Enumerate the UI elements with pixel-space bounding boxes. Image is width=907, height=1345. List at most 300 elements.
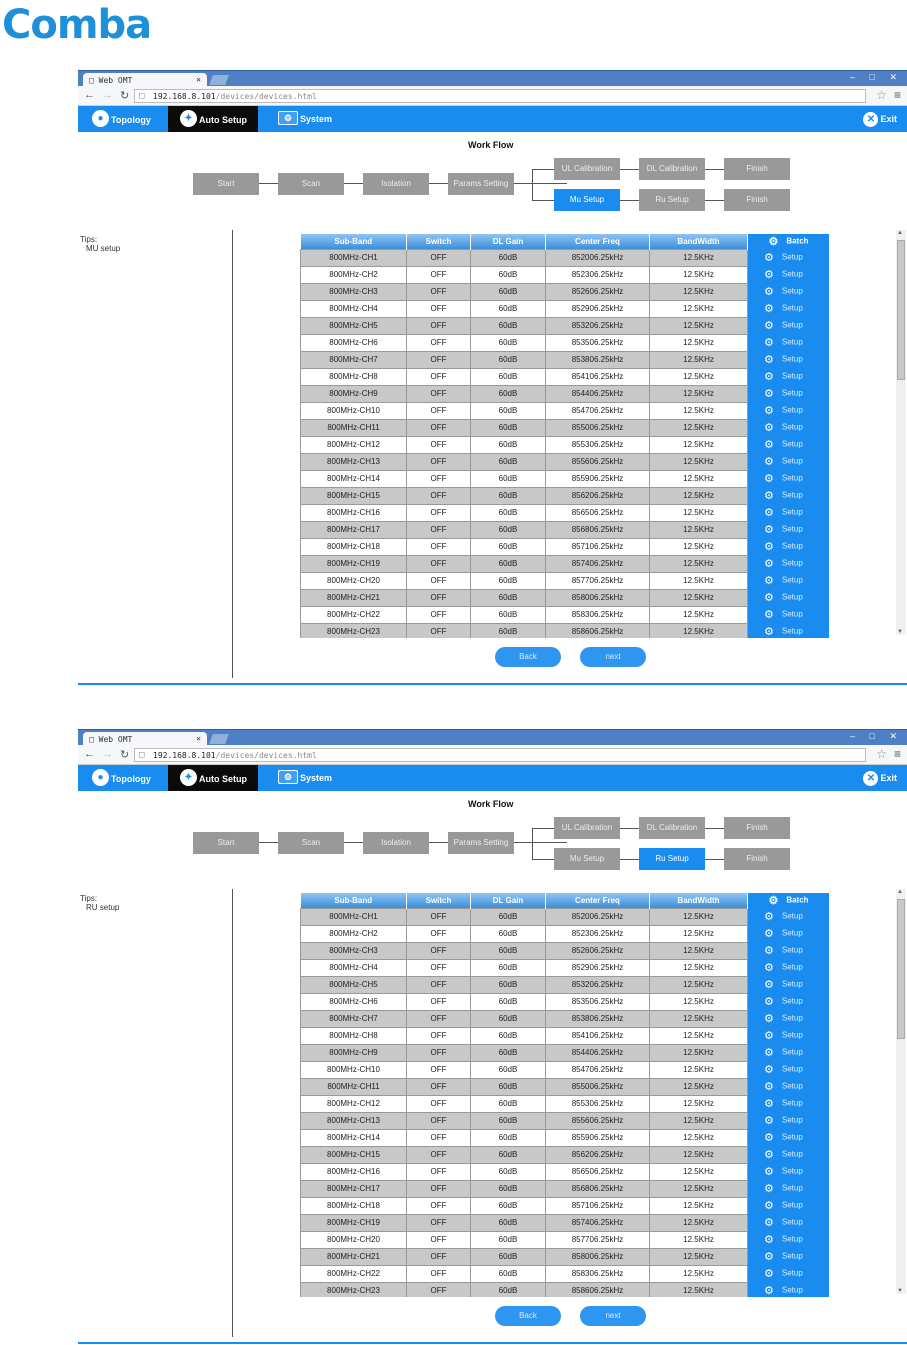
- tools-icon: ✦: [180, 769, 197, 786]
- setup-button[interactable]: [748, 351, 830, 368]
- forward-arrow-icon[interactable]: →: [102, 89, 113, 101]
- gear-icon: ⚙: [764, 928, 774, 940]
- workflow-step-isolation: Isolation: [363, 832, 429, 854]
- cell-sub-band: 800MHz-CH21: [301, 589, 407, 606]
- setup-button[interactable]: [748, 908, 830, 925]
- url-path: /devices/devices.html: [215, 751, 317, 760]
- new-tab-button[interactable]: [209, 734, 229, 744]
- window-controls[interactable]: – □ ✕: [850, 731, 903, 741]
- cell-center-freq: 856806.25kHz: [546, 1180, 650, 1197]
- cell-dl-gain: 60dB: [471, 249, 546, 266]
- workflow-step-ul-calibration: UL Calibration: [554, 817, 620, 839]
- browser-tab[interactable]: [83, 732, 207, 746]
- nav-auto-setup[interactable]: [168, 106, 258, 132]
- setup-label: Setup: [781, 1047, 803, 1057]
- gear-icon: ⚙: [764, 1115, 774, 1127]
- setup-button[interactable]: [748, 249, 830, 266]
- setup-label: Setup: [781, 507, 803, 517]
- page-icon: □: [139, 750, 145, 760]
- cell-bandwidth: 12.5KHz: [650, 487, 748, 504]
- cell-dl-gain: 60dB: [471, 1248, 546, 1265]
- setup-button[interactable]: [748, 1214, 830, 1231]
- tab-close-icon[interactable]: ✕: [196, 75, 201, 84]
- app-nav-bar: [78, 106, 907, 132]
- exit-button[interactable]: [863, 771, 897, 786]
- cell-bandwidth: 12.5KHz: [650, 1112, 748, 1129]
- table-row: [301, 1265, 830, 1282]
- setup-button[interactable]: [748, 1197, 830, 1214]
- gear-icon: ⚙: [764, 1183, 774, 1195]
- cell-center-freq: 853206.25kHz: [546, 317, 650, 334]
- setup-label: Setup: [781, 1166, 803, 1176]
- cell-switch: OFF: [407, 976, 471, 993]
- cell-center-freq: 855306.25kHz: [546, 436, 650, 453]
- gear-icon: ⚙: [764, 473, 774, 485]
- cell-sub-band: 800MHz-CH5: [301, 976, 407, 993]
- exit-label: Exit: [880, 772, 897, 783]
- setup-button[interactable]: [748, 402, 830, 419]
- cell-switch: OFF: [407, 504, 471, 521]
- gear-icon: ⚙: [764, 626, 774, 638]
- setup-button[interactable]: [748, 1078, 830, 1095]
- cell-switch: OFF: [407, 1265, 471, 1282]
- setup-button[interactable]: [748, 623, 830, 638]
- nav-topology-label: Topology: [111, 773, 151, 784]
- cell-sub-band: 800MHz-CH8: [301, 368, 407, 385]
- setup-label: Setup: [781, 371, 803, 381]
- setup-button[interactable]: [748, 1044, 830, 1061]
- scroll-down-arrow-icon[interactable]: ▼: [897, 1288, 903, 1294]
- cell-bandwidth: 12.5KHz: [650, 1265, 748, 1282]
- workflow-step-mu-setup: Mu Setup: [554, 848, 620, 870]
- gear-icon: ⚙: [764, 286, 774, 298]
- url-input[interactable]: [134, 89, 866, 103]
- workflow-step-dl-calibration: DL Calibration: [639, 817, 705, 839]
- gear-icon: ⚙: [764, 439, 774, 451]
- cell-center-freq: 853806.25kHz: [546, 351, 650, 368]
- table-row: [301, 470, 830, 487]
- new-tab-button[interactable]: [209, 75, 229, 85]
- tips-panel: [80, 235, 120, 253]
- cell-bandwidth: 12.5KHz: [650, 976, 748, 993]
- gear-icon: ⚙: [764, 320, 774, 332]
- cell-dl-gain: 60dB: [471, 1197, 546, 1214]
- workflow-step-scan: Scan: [278, 832, 344, 854]
- gear-icon: ⚙: [764, 388, 774, 400]
- workflow-step-start: Start: [193, 173, 259, 195]
- gear-icon: ⚙: [764, 1251, 774, 1263]
- table-row: [301, 334, 830, 351]
- cell-switch: OFF: [407, 1129, 471, 1146]
- cell-dl-gain: 60dB: [471, 1061, 546, 1078]
- tips-label: Tips:: [80, 894, 98, 903]
- nav-topology[interactable]: [92, 765, 162, 791]
- cell-dl-gain: 60dB: [471, 606, 546, 623]
- cell-center-freq: 853506.25kHz: [546, 334, 650, 351]
- workflow-step-scan: Scan: [278, 173, 344, 195]
- setup-button[interactable]: [748, 606, 830, 623]
- bottom-rule: [78, 683, 907, 685]
- browser-tab-strip: [78, 70, 907, 86]
- nav-auto-setup-label: Auto Setup: [199, 114, 247, 125]
- forward-arrow-icon[interactable]: →: [102, 748, 113, 760]
- gear-icon: ⚙: [764, 911, 774, 923]
- tab-close-icon[interactable]: ✕: [196, 734, 201, 743]
- cell-sub-band: 800MHz-CH22: [301, 1265, 407, 1282]
- table-row: [301, 1248, 830, 1265]
- app-nav-bar: [78, 765, 907, 791]
- setup-button[interactable]: [748, 942, 830, 959]
- cell-bandwidth: 12.5KHz: [650, 1095, 748, 1112]
- gear-icon: ⚙: [764, 354, 774, 366]
- cell-sub-band: 800MHz-CH3: [301, 283, 407, 300]
- table-row: [301, 1095, 830, 1112]
- cell-sub-band: 800MHz-CH1: [301, 908, 407, 925]
- setup-button[interactable]: [748, 1112, 830, 1129]
- cell-bandwidth: 12.5KHz: [650, 1214, 748, 1231]
- cell-sub-band: 800MHz-CH6: [301, 993, 407, 1010]
- cell-bandwidth: 12.5KHz: [650, 959, 748, 976]
- col-center-freq: Center Freq: [546, 234, 650, 249]
- cell-center-freq: 856506.25kHz: [546, 504, 650, 521]
- cell-sub-band: 800MHz-CH15: [301, 487, 407, 504]
- cell-sub-band: 800MHz-CH18: [301, 538, 407, 555]
- table-row: [301, 1214, 830, 1231]
- cell-switch: OFF: [407, 1248, 471, 1265]
- cell-bandwidth: 12.5KHz: [650, 925, 748, 942]
- scrollbar-thumb[interactable]: [897, 899, 905, 1039]
- cell-switch: OFF: [407, 487, 471, 504]
- setup-button[interactable]: [748, 487, 830, 504]
- back-arrow-icon[interactable]: ←: [84, 89, 95, 101]
- reload-icon[interactable]: ↻: [120, 90, 130, 102]
- setup-button[interactable]: [748, 925, 830, 942]
- page-icon: □: [139, 91, 145, 101]
- nav-system-label: System: [300, 114, 333, 124]
- setup-button[interactable]: [748, 1027, 830, 1044]
- setup-button[interactable]: [748, 993, 830, 1010]
- workflow-step-start: Start: [193, 832, 259, 854]
- url-path: /devices/devices.html: [215, 92, 317, 101]
- setup-label: Setup: [781, 1115, 803, 1125]
- workflow-step-mu-setup: Mu Setup: [554, 189, 620, 211]
- setup-button[interactable]: [748, 538, 830, 555]
- cell-center-freq: 855306.25kHz: [546, 1095, 650, 1112]
- table-row: [301, 1112, 830, 1129]
- cell-switch: OFF: [407, 1095, 471, 1112]
- table-row: [301, 487, 830, 504]
- cell-bandwidth: 12.5KHz: [650, 317, 748, 334]
- cell-bandwidth: 12.5KHz: [650, 385, 748, 402]
- gear-icon: ⚙: [764, 979, 774, 991]
- gear-icon: ⚙: [764, 1098, 774, 1110]
- cell-center-freq: 852606.25kHz: [546, 283, 650, 300]
- batch-button[interactable]: [748, 893, 830, 908]
- table-row: [301, 942, 830, 959]
- cell-switch: OFF: [407, 470, 471, 487]
- cell-sub-band: 800MHz-CH20: [301, 1231, 407, 1248]
- gear-icon: ⚙: [764, 405, 774, 417]
- scroll-up-arrow-icon[interactable]: ▲: [897, 889, 903, 895]
- browser-screenshot-1: [78, 70, 907, 686]
- cell-switch: OFF: [407, 317, 471, 334]
- gear-icon: ⚙: [764, 422, 774, 434]
- next-button[interactable]: next: [580, 647, 646, 667]
- cell-switch: OFF: [407, 606, 471, 623]
- cell-sub-band: 800MHz-CH16: [301, 1163, 407, 1180]
- cell-bandwidth: 12.5KHz: [650, 334, 748, 351]
- cell-sub-band: 800MHz-CH8: [301, 1027, 407, 1044]
- scroll-up-arrow-icon[interactable]: ▲: [897, 230, 903, 236]
- setup-label: Setup: [781, 388, 803, 398]
- reload-icon[interactable]: ↻: [120, 749, 130, 761]
- cell-bandwidth: 12.5KHz: [650, 283, 748, 300]
- gear-icon: ⚙: [764, 269, 774, 281]
- nav-auto-setup[interactable]: [168, 765, 258, 791]
- setup-button[interactable]: [748, 1129, 830, 1146]
- setup-button[interactable]: [748, 521, 830, 538]
- setup-button[interactable]: [748, 317, 830, 334]
- cell-bandwidth: 12.5KHz: [650, 555, 748, 572]
- scrollbar-thumb[interactable]: [897, 240, 905, 380]
- setup-button[interactable]: [748, 1180, 830, 1197]
- setup-button[interactable]: [748, 419, 830, 436]
- setup-label: Setup: [781, 354, 803, 364]
- cell-switch: OFF: [407, 589, 471, 606]
- workflow-step-dl-calibration: DL Calibration: [639, 158, 705, 180]
- setup-label: Setup: [781, 439, 803, 449]
- nav-topology[interactable]: [92, 106, 162, 132]
- comba-logo: Comba: [2, 2, 152, 48]
- browser-tab[interactable]: [83, 73, 207, 87]
- setup-button[interactable]: [748, 1010, 830, 1027]
- setup-button[interactable]: [748, 1231, 830, 1248]
- setup-button[interactable]: [748, 1061, 830, 1078]
- table-row: [301, 521, 830, 538]
- cell-center-freq: 855006.25kHz: [546, 419, 650, 436]
- cell-center-freq: 854106.25kHz: [546, 368, 650, 385]
- gear-icon: ⚙: [764, 575, 774, 587]
- cell-sub-band: 800MHz-CH2: [301, 925, 407, 942]
- setup-button[interactable]: [748, 368, 830, 385]
- cell-dl-gain: 60dB: [471, 623, 546, 638]
- setup-label: Setup: [781, 1285, 803, 1295]
- setup-label: Setup: [781, 962, 803, 972]
- cell-sub-band: 800MHz-CH10: [301, 402, 407, 419]
- setup-button[interactable]: [748, 1095, 830, 1112]
- setup-button[interactable]: [748, 283, 830, 300]
- cell-dl-gain: 60dB: [471, 453, 546, 470]
- batch-label: Batch: [786, 236, 809, 246]
- batch-button[interactable]: [748, 234, 830, 249]
- setup-label: Setup: [781, 524, 803, 534]
- setup-button[interactable]: [748, 1282, 830, 1297]
- cell-center-freq: 855606.25kHz: [546, 1112, 650, 1129]
- cell-bandwidth: 12.5KHz: [650, 908, 748, 925]
- cell-switch: OFF: [407, 555, 471, 572]
- bookmark-star-icon[interactable]: ☆: [876, 88, 887, 102]
- cell-center-freq: 857106.25kHz: [546, 1197, 650, 1214]
- cell-switch: OFF: [407, 300, 471, 317]
- workflow-step-ul-calibration: UL Calibration: [554, 158, 620, 180]
- cell-bandwidth: 12.5KHz: [650, 402, 748, 419]
- next-button[interactable]: next: [580, 1306, 646, 1326]
- cell-center-freq: 856206.25kHz: [546, 1146, 650, 1163]
- menu-icon[interactable]: ≡: [893, 88, 901, 102]
- cell-sub-band: 800MHz-CH9: [301, 1044, 407, 1061]
- setup-button[interactable]: [748, 300, 830, 317]
- back-arrow-icon[interactable]: ←: [84, 748, 95, 760]
- gear-icon: ⚙: [764, 1200, 774, 1212]
- cell-dl-gain: 60dB: [471, 385, 546, 402]
- cell-center-freq: 857706.25kHz: [546, 1231, 650, 1248]
- cell-switch: OFF: [407, 1197, 471, 1214]
- gear-icon: ⚙: [764, 1166, 774, 1178]
- cell-dl-gain: 60dB: [471, 959, 546, 976]
- address-bar: [78, 86, 907, 106]
- nav-system[interactable]: [278, 106, 358, 132]
- cell-center-freq: 857406.25kHz: [546, 555, 650, 572]
- workflow-step-finish-bottom: Finish: [724, 189, 790, 211]
- setup-label: Setup: [781, 1234, 803, 1244]
- table-row: [301, 436, 830, 453]
- cell-switch: OFF: [407, 419, 471, 436]
- menu-icon[interactable]: ≡: [893, 747, 901, 761]
- cell-sub-band: 800MHz-CH17: [301, 521, 407, 538]
- table-row: [301, 606, 830, 623]
- cell-center-freq: 854406.25kHz: [546, 385, 650, 402]
- window-controls[interactable]: – □ ✕: [850, 72, 903, 82]
- cell-dl-gain: 60dB: [471, 1095, 546, 1112]
- tips-label: Tips:: [80, 235, 98, 244]
- table-row: [301, 317, 830, 334]
- gear-icon: ⚙: [768, 894, 779, 907]
- cell-sub-band: 800MHz-CH5: [301, 317, 407, 334]
- workflow-step-finish-top: Finish: [724, 158, 790, 180]
- url-host: 192.168.8.101: [153, 751, 216, 760]
- table-row: [301, 1027, 830, 1044]
- cell-center-freq: 857406.25kHz: [546, 1214, 650, 1231]
- setup-button[interactable]: [748, 334, 830, 351]
- bookmark-star-icon[interactable]: ☆: [876, 747, 887, 761]
- table-row: [301, 266, 830, 283]
- cell-center-freq: 853506.25kHz: [546, 993, 650, 1010]
- table-row: [301, 419, 830, 436]
- table-scrollbar[interactable]: [896, 230, 906, 635]
- setup-button[interactable]: [748, 976, 830, 993]
- nav-system[interactable]: [278, 765, 358, 791]
- cell-center-freq: 854706.25kHz: [546, 402, 650, 419]
- table-row: [301, 1197, 830, 1214]
- cell-sub-band: 800MHz-CH16: [301, 504, 407, 521]
- cell-bandwidth: 12.5KHz: [650, 1044, 748, 1061]
- setup-label: Setup: [781, 320, 803, 330]
- setup-label: Setup: [781, 1132, 803, 1142]
- back-button[interactable]: Back: [495, 647, 561, 667]
- cell-dl-gain: 60dB: [471, 1078, 546, 1095]
- setup-label: Setup: [781, 1251, 803, 1261]
- cell-bandwidth: 12.5KHz: [650, 504, 748, 521]
- url-host: 192.168.8.101: [153, 92, 216, 101]
- table-header-row: [301, 893, 830, 908]
- setup-label: Setup: [781, 286, 803, 296]
- cell-switch: OFF: [407, 908, 471, 925]
- cell-center-freq: 852306.25kHz: [546, 266, 650, 283]
- table-row: [301, 1231, 830, 1248]
- setup-button[interactable]: [748, 1265, 830, 1282]
- gear-icon: ⚙: [764, 541, 774, 553]
- setup-label: Setup: [781, 405, 803, 415]
- setup-button[interactable]: [748, 555, 830, 572]
- cell-dl-gain: 60dB: [471, 925, 546, 942]
- setup-label: Setup: [781, 303, 803, 313]
- cell-dl-gain: 60dB: [471, 1231, 546, 1248]
- setup-button[interactable]: [748, 572, 830, 589]
- cell-sub-band: 800MHz-CH21: [301, 1248, 407, 1265]
- scroll-down-arrow-icon[interactable]: ▼: [897, 629, 903, 635]
- exit-button[interactable]: [863, 112, 897, 127]
- cell-dl-gain: 60dB: [471, 538, 546, 555]
- gear-icon: ⚙: [764, 1234, 774, 1246]
- cell-sub-band: 800MHz-CH11: [301, 1078, 407, 1095]
- system-icon: ⚙: [278, 111, 298, 125]
- tools-icon: ✦: [180, 110, 197, 127]
- page-icon: □: [89, 76, 94, 85]
- table-header-row: [301, 234, 830, 249]
- cell-dl-gain: 60dB: [471, 470, 546, 487]
- setup-button[interactable]: [748, 436, 830, 453]
- col-dl-gain: DL Gain: [471, 234, 546, 249]
- setup-button[interactable]: [748, 1248, 830, 1265]
- setup-button[interactable]: [748, 453, 830, 470]
- cell-switch: OFF: [407, 925, 471, 942]
- back-button[interactable]: Back: [495, 1306, 561, 1326]
- setup-button[interactable]: [748, 1163, 830, 1180]
- cell-sub-band: 800MHz-CH7: [301, 1010, 407, 1027]
- cell-sub-band: 800MHz-CH3: [301, 942, 407, 959]
- col-center-freq: Center Freq: [546, 893, 650, 908]
- gear-icon: ⚙: [764, 1081, 774, 1093]
- cell-dl-gain: 60dB: [471, 1129, 546, 1146]
- setup-button[interactable]: [748, 470, 830, 487]
- gear-icon: ⚙: [764, 507, 774, 519]
- workflow-step-params-setting: Params Setting: [448, 832, 514, 854]
- cell-center-freq: 855606.25kHz: [546, 453, 650, 470]
- setup-button[interactable]: [748, 1146, 830, 1163]
- table-row: [301, 1146, 830, 1163]
- cell-bandwidth: 12.5KHz: [650, 993, 748, 1010]
- cell-switch: OFF: [407, 1078, 471, 1095]
- cell-switch: OFF: [407, 1044, 471, 1061]
- table-row: [301, 959, 830, 976]
- cell-bandwidth: 12.5KHz: [650, 351, 748, 368]
- cell-dl-gain: 60dB: [471, 521, 546, 538]
- url-input[interactable]: [134, 748, 866, 762]
- setup-button[interactable]: [748, 504, 830, 521]
- cell-dl-gain: 60dB: [471, 1044, 546, 1061]
- cell-sub-band: 800MHz-CH6: [301, 334, 407, 351]
- table-scrollbar[interactable]: [896, 889, 906, 1294]
- workflow-step-finish-bottom: Finish: [724, 848, 790, 870]
- table-row: [301, 283, 830, 300]
- setup-button[interactable]: [748, 266, 830, 283]
- workflow-title: Work Flow: [468, 799, 514, 809]
- setup-button[interactable]: [748, 385, 830, 402]
- cell-dl-gain: 60dB: [471, 368, 546, 385]
- setup-button[interactable]: [748, 959, 830, 976]
- setup-label: Setup: [781, 337, 803, 347]
- setup-button[interactable]: [748, 589, 830, 606]
